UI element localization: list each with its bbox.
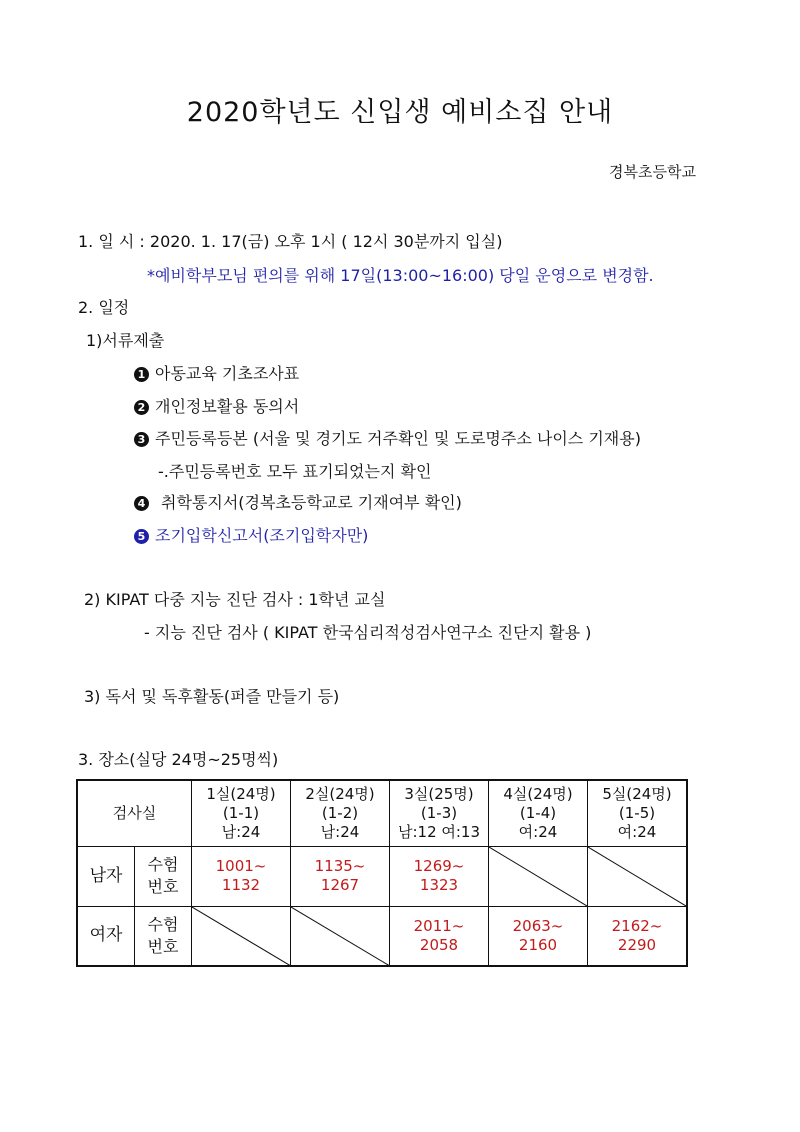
document-item [134,394,299,417]
section-heading-schedule: 2. 일정 [78,298,130,317]
exam-number-range: 2063~ 2160 [489,906,588,966]
document-item-label: 주민등록등본 (서울 및 경기도 거주확인 및 도로명주소 나이스 기재용) [155,429,641,448]
exam-number-range: 1269~ 1323 [390,846,489,906]
document-item-note: -.주민등록번호 모두 표기되었는지 확인 [158,462,432,481]
number-4-icon: 4 [134,496,149,511]
school-name: 경복초등학교 [609,163,696,181]
empty-cell-diagonal [192,906,291,966]
exam-number-range: 1135~ 1267 [291,846,390,906]
room-header: 2실(24명) (1-2) 남:24 [291,780,390,846]
number-2-icon: 2 [134,400,149,415]
document-item [134,490,462,513]
room-header: 4실(24명) (1-4) 여:24 [489,780,588,846]
exam-number-range: 1001~ 1132 [192,846,291,906]
sub-heading-reading: 3) 독서 및 독후활동(퍼즐 만들기 등) [84,687,340,706]
table-row [77,906,687,966]
exam-number-range: 2162~ 2290 [588,906,688,966]
number-3-icon: 3 [134,432,149,447]
page-title: 2020학년도 신입생 예비소집 안내 [186,97,614,128]
row-sublabel: 수험 번호 [135,846,192,906]
row-label: 여자 [77,906,135,966]
number-5-icon: 5 [134,529,149,544]
sub-heading-kipat: 2) KIPAT 다중 지능 진단 검사 : 1학년 교실 [84,590,386,609]
document-item [134,361,299,384]
schedule-note: *예비학부모님 편의를 위해 17일(13:00~16:00) 당일 운영으로 변경함. [147,266,654,285]
number-1-icon: 1 [134,367,149,382]
row-sublabel: 수험 번호 [135,906,192,966]
empty-cell-diagonal [291,906,390,966]
section-heading-location: 3. 장소(실당 24명~25명씩) [78,750,279,769]
kipat-detail: - 지능 진단 검사 ( KIPAT 한국심리적성검사연구소 진단지 활용 ) [144,623,592,642]
empty-cell-diagonal [489,846,588,906]
empty-cell-diagonal [588,846,688,906]
document-item-label: 취학통지서(경복초등학교로 기재여부 확인) [161,493,462,512]
room-header: 5실(24명) (1-5) 여:24 [588,780,688,846]
row-label: 남자 [77,846,135,906]
room-table [76,779,688,967]
document-item-label: 아동교육 기초조사표 [155,364,300,383]
table-corner-header: 검사실 [77,780,192,846]
table-row [77,846,687,906]
document-item [134,523,368,546]
sub-heading-documents: 1)서류제출 [86,331,165,350]
document-item [134,426,641,449]
document-item-label: 조기입학신고서(조기입학자만) [155,526,369,545]
room-header: 3실(25명) (1-3) 남:12 여:13 [390,780,489,846]
schedule-date: 1. 일 시 : 2020. 1. 17(금) 오후 1시 ( 12시 30분까지 입실) [78,232,503,251]
exam-number-range: 2011~ 2058 [390,906,489,966]
room-header: 1실(24명) (1-1) 남:24 [192,780,291,846]
document-item-label: 개인정보활용 동의서 [155,397,300,416]
